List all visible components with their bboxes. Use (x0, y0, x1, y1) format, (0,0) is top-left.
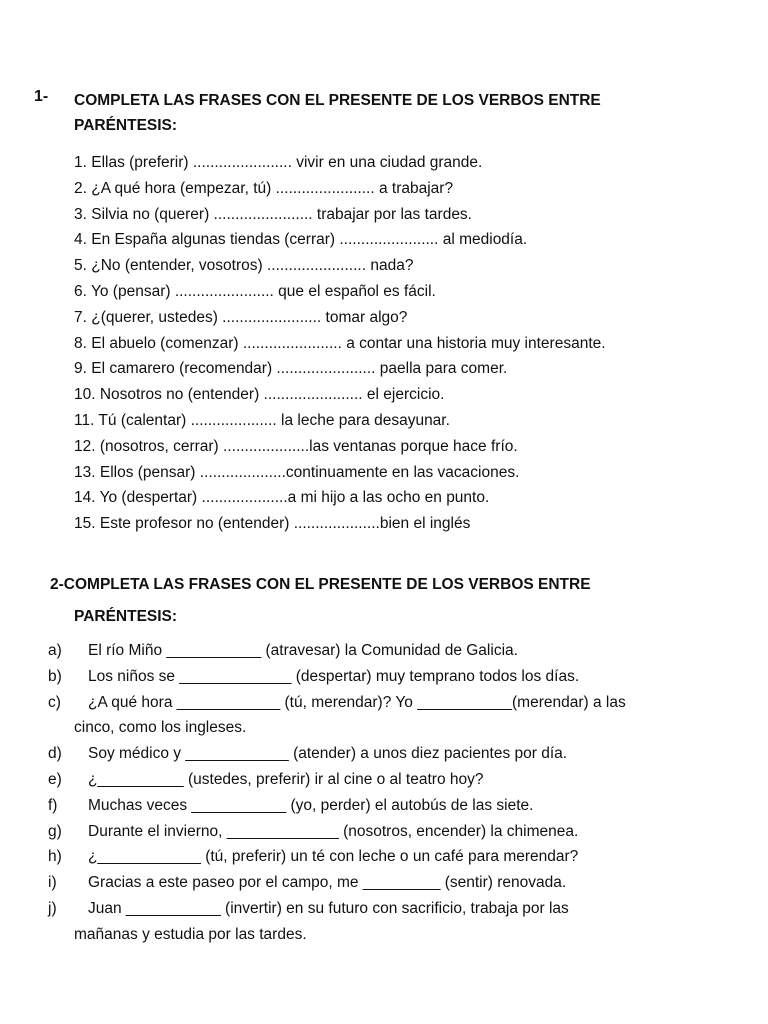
item-label: f) (48, 796, 58, 814)
item-label: b) (48, 667, 62, 685)
section1-title: COMPLETA LAS FRASES CON EL PRESENTE DE LOS VERBOS ENTRE PARÉNTESIS: (74, 92, 601, 134)
item-label: c) (48, 693, 61, 711)
item-text: ¿____________ (tú, preferir) un té con leche o un café para merendar? (88, 848, 579, 866)
list-item: 10. Nosotros no (entender) ....................... el ejercicio. (74, 386, 445, 404)
list-item (48, 819, 728, 845)
list-item: 3. Silvia no (querer) ....................... trabajar por las tardes. (74, 205, 472, 223)
section2-title-line1: 2-COMPLETA LAS FRASES CON EL PRESENTE DE LOS VERBOS ENTRE (50, 576, 591, 593)
item-text: ¿__________ (ustedes, preferir) ir al cine o al teatro hoy? (88, 770, 484, 788)
list-item (48, 690, 728, 742)
item-label: a) (48, 642, 62, 659)
list-item (48, 844, 728, 870)
item-text-continuation: cinco, como los ingleses. (74, 719, 247, 737)
item-text-continuation: mañanas y estudia por las tardes. (74, 925, 307, 943)
item-label: e) (48, 770, 62, 788)
list-item (48, 638, 728, 664)
list-item: 13. Ellos (pensar) ....................continuamente en las vacaciones. (74, 463, 520, 481)
item-text: ¿A qué hora ____________ (tú, merendar)? Yo ___________(merendar) a las (88, 693, 626, 711)
list-item (48, 870, 728, 896)
list-item: 8. El abuelo (comenzar) ....................... a contar una historia muy interesante. (74, 334, 606, 352)
list-item (48, 664, 728, 690)
section1-sentence-list (74, 150, 734, 537)
item-text: Durante el invierno, _____________ (nosotros, encender) la chimenea. (88, 822, 579, 840)
list-item: 4. En España algunas tiendas (cerrar) ....................... al mediodía. (74, 231, 528, 249)
list-item: 9. El camarero (recomendar) ....................... paella para comer. (74, 360, 508, 378)
item-text: Muchas veces ___________ (yo, perder) el autobús de las siete. (88, 796, 534, 814)
item-label: h) (48, 848, 62, 866)
item-label: i) (48, 874, 57, 892)
list-item: 7. ¿(querer, ustedes) ....................... tomar algo? (74, 308, 408, 326)
item-label: d) (48, 745, 62, 763)
item-text: Los niños se _____________ (despertar) muy temprano todos los días. (88, 667, 580, 685)
list-item (48, 767, 728, 793)
list-item: 12. (nosotros, cerrar) ....................las ventanas porque hace frío. (74, 437, 518, 455)
list-item: 6. Yo (pensar) ....................... que el español es fácil. (74, 282, 436, 300)
item-text: El río Miño ___________ (atravesar) la Comunidad de Galicia. (88, 642, 518, 659)
list-item: 1. Ellas (preferir) ....................... vivir en una ciudad grande. (74, 154, 483, 171)
list-item (48, 793, 728, 819)
section1-number: 1- (34, 88, 49, 105)
item-label: g) (48, 822, 62, 840)
list-item: 15. Este profesor no (entender) ....................bien el inglés (74, 515, 471, 533)
item-label: j) (48, 899, 57, 917)
list-item: 2. ¿A qué hora (empezar, tú) ....................... a trabajar? (74, 179, 454, 197)
list-item: 14. Yo (despertar) ....................a mi hijo a las ocho en punto. (74, 489, 490, 507)
item-text: Soy médico y ____________ (atender) a unos diez pacientes por día. (88, 745, 568, 763)
list-item: 5. ¿No (entender, vosotros) ....................... nada? (74, 257, 414, 275)
item-text: Juan ___________ (invertir) en su futuro con sacrificio, trabaja por las (88, 899, 569, 917)
list-item (48, 896, 728, 948)
section2-sentence-list (48, 638, 728, 948)
list-item (48, 741, 728, 767)
item-text: Gracias a este paseo por el campo, me _________ (sentir) renovada. (88, 874, 567, 892)
section2-title-line2: PARÉNTESIS: (74, 608, 178, 625)
list-item: 11. Tú (calentar) .................... la leche para desayunar. (74, 411, 450, 429)
